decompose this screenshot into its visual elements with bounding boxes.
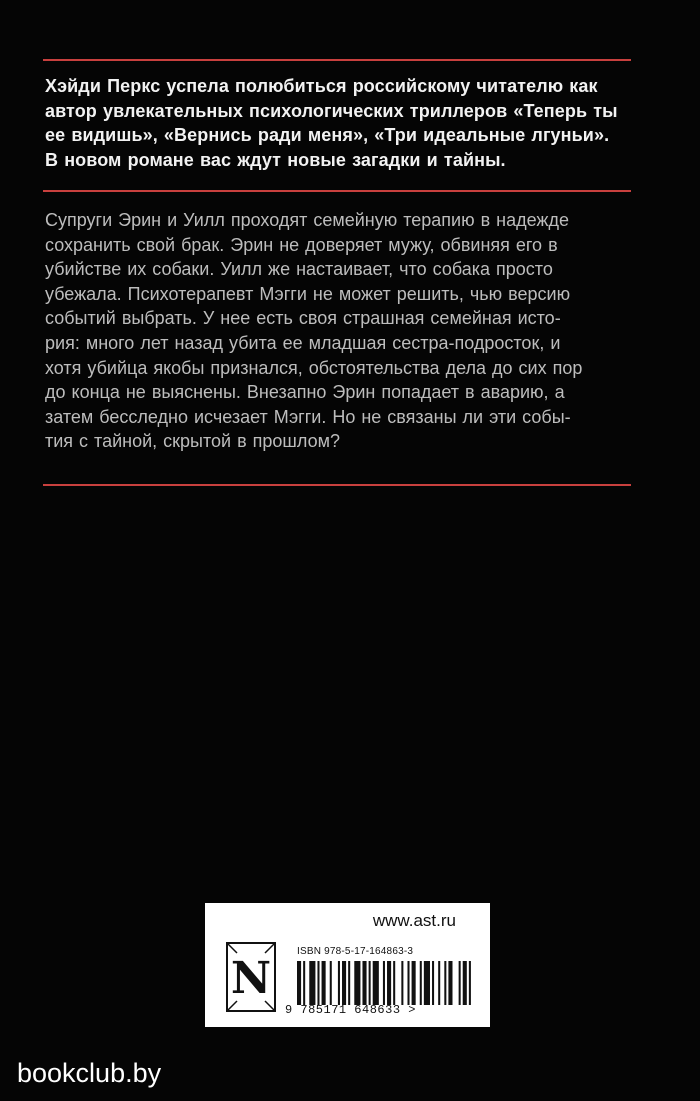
blurb-line: убийстве их собаки. Уилл же настаивает, что собака просто xyxy=(45,259,553,280)
teaser-paragraph xyxy=(45,74,635,172)
teaser-line: автор увлекательных психологических триллеров «Теперь ты xyxy=(45,100,618,121)
blurb-line: Супруги Эрин и Уилл проходят семейную терапию в надежде xyxy=(45,210,569,230)
blurb-line: затем бесследно исчезает Мэгги. Но не связаны ли эти собы- xyxy=(45,406,571,427)
blurb-line: до конца не выяснены. Внезапно Эрин попадает в аварию, а xyxy=(45,382,565,403)
ean-barcode xyxy=(297,961,475,1005)
middle-divider xyxy=(43,190,631,192)
blurb-line: хотя убийца якобы признался, обстоятельства дела до сих пор xyxy=(45,357,583,378)
bottom-divider xyxy=(43,484,631,486)
blurb-line: сохранить свой брак. Эрин не доверяет мужу, обвиняя его в xyxy=(45,234,558,255)
teaser-line: Хэйди Перкс успела полюбиться российскому читателю как xyxy=(45,76,598,96)
teaser-line: В новом романе вас ждут новые загадки и тайны. xyxy=(45,149,506,170)
publisher-logo-icon xyxy=(225,941,277,1013)
blurb-line: тия с тайной, скрытой в прошлом? xyxy=(45,431,340,452)
svg-text:N: N xyxy=(230,953,272,1004)
watermark: bookclub.by xyxy=(17,1058,162,1088)
teaser-line: ее видишь», «Вернись ради меня», «Три идеальные лгуньи». xyxy=(45,125,610,145)
ean-digits: 9 785171 648633 > xyxy=(285,1003,416,1017)
blurb-line: убежала. Психотерапевт Мэгги не может решить, чью версию xyxy=(45,283,571,304)
barcode-panel xyxy=(205,903,490,1027)
isbn-number: ISBN 978-5-17-164863-3 xyxy=(297,946,414,957)
blurb-line: рия: много лет назад убита ее младшая сестра-подросток, и xyxy=(45,332,561,353)
top-divider xyxy=(43,59,631,61)
publisher-website: www.ast.ru xyxy=(372,911,456,930)
blurb-paragraph xyxy=(45,208,635,454)
blurb-line: событий выбрать. У нее есть своя страшная семейная исто- xyxy=(45,308,561,329)
